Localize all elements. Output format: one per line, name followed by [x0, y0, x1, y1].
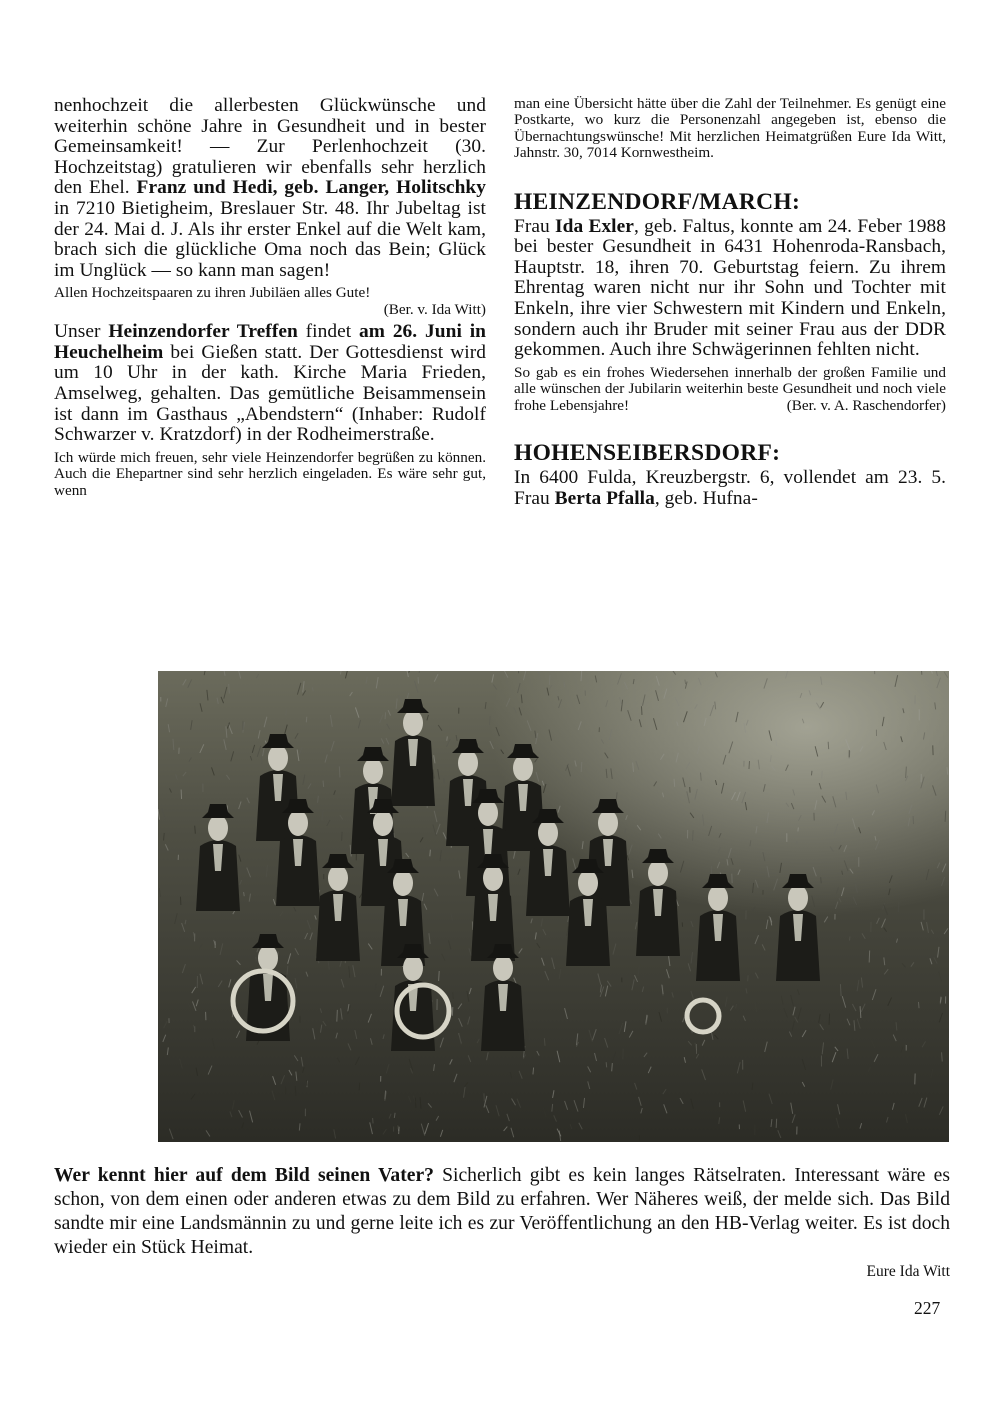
grass-blade [606, 1062, 607, 1067]
section-heading-heinzendorf: HEINZENDORF/MARCH: [514, 188, 801, 215]
grass-blade [544, 1038, 545, 1046]
person-face [393, 870, 413, 896]
person-face [403, 710, 423, 736]
grass-blade [256, 957, 257, 962]
grass-blade [549, 675, 550, 685]
person-face [788, 885, 808, 911]
grass-blade [942, 1052, 943, 1061]
section-heading-hohenseibersdorf: HOHENSEIBERSDORF: [514, 440, 781, 467]
grass-blade [581, 762, 582, 772]
left-paragraph-4: Ich würde mich freuen, sehr viele Heinzendorfer begrüßen zu können. Auch die Ehepartner sind sehr herzlich eingeladen. Es wäre sehr gut, wenn [54, 448, 486, 499]
person-face [328, 865, 348, 891]
person-face [403, 955, 423, 981]
person-face [483, 865, 503, 891]
grass-blade [701, 773, 702, 781]
grass-blade [383, 1118, 384, 1127]
grass-blade [286, 709, 287, 716]
left-credit-line [54, 302, 486, 318]
right-column [514, 96, 946, 509]
grass-blade [439, 971, 440, 981]
grass-blade [337, 1010, 338, 1022]
person-face [478, 800, 498, 826]
grass-blade [453, 992, 454, 999]
grass-blade [359, 1083, 360, 1091]
person-face [648, 860, 668, 886]
left-column [54, 96, 486, 499]
person-face [538, 820, 558, 846]
right-paragraph-4: In 6400 Fulda, Kreuzbergstr. 6, vollendet am 23. 5. Frau Berta Pfalla, geb. Hufna- [514, 467, 946, 509]
grass-blade [244, 892, 245, 896]
person-face [513, 755, 533, 781]
grass-blade [229, 684, 230, 693]
grass-blade [829, 1013, 830, 1024]
grass-blade [430, 850, 431, 857]
left-paragraph-3: Unser Heinzendorfer Treffen findet am 26. Juni in Heuchelheim bei Gießen statt. Der Gottesdienst wird um 10 Uhr in der kath. Kirche Maria Frieden, Amselweg, gehalten. Das gemütliche Beisammensein ist dann im Gasthaus „Abendstern“ (Inhaber: Rudolf Schwarzer v. Kratzdorf) in der Rodheimerstraße. [54, 321, 486, 446]
grass-blade [685, 680, 686, 684]
group-photo-illustration [158, 671, 949, 1142]
grass-blade [776, 740, 777, 746]
person-face [708, 885, 728, 911]
right-paragraph-2: Frau Ida Exler, geb. Faltus, konnte am 24. Feber 1988 bei bester Gesundheit in 6431 Hohenroda-Ransbach, Hauptstr. 18, ihren 70. Geburtstag feiern. Zu ihrem Ehrentag waren nicht nur ihr Sohn und Tochter mit Enkeln, ihre vier Schwestern mit Kindern und Enkeln, sondern auch ihr Bruder mit seiner Frau aus der DDR gekommen. Auch ihre Schwägerinnen fehlten nicht. [514, 215, 946, 361]
left-paragraph-1: nenhochzeit die allerbesten Glückwünsche und weiterhin schöne Jahre in Gesundheit und in bester Gemeinsamkeit! — Zur Perlenhochzeit (30. Hochzeitstag) gratulieren wir ebenfalls sehr herzlich den Ehel. Franz und Hedi, geb. Langer, Holitschky in 7210 Bietigheim, Breslauer Str. 48. Ihr Jubeltag ist der 24. Mai d. J. Als ihr erster Enkel auf die Welt kam, brach sich die glückliche Oma noch das Bein; Glück im Unglück — so kann man sagen! [54, 95, 486, 281]
left-paragraph-2: Allen Hochzeitspaaren zu ihren Jubiläen alles Gute! [54, 284, 371, 302]
grass-blade [898, 902, 899, 912]
right-paragraph-3: So gab es ein frohes Wiedersehen innerhalb der großen Familie und alle wünschen der Jubilarin weiterhin beste Gesundheit und noch viele frohe Lebensjahre! [514, 363, 946, 414]
person-face [258, 945, 278, 971]
grass-blade [533, 1068, 534, 1075]
grass-blade [299, 1123, 300, 1130]
grass-blade [195, 826, 196, 834]
group-photo [158, 671, 949, 1142]
person-face [598, 810, 618, 836]
grass-blade [906, 767, 907, 778]
credit-ida-witt: (Ber. v. Ida Witt) [383, 300, 486, 318]
right-paragraph-1: man eine Übersicht hätte über die Zahl der Teilnehmer. Es genügt eine Postkarte, wo kurz die Personenzahl angegeben ist, ebenso die Übernachtungswünsche! Mit herzlichen Heimatgrüßen Eure Ida Witt, Jahnstr. 30, 7014 Kornwestheim. [514, 95, 946, 162]
grass-blade [918, 1002, 919, 1008]
grass-blade [940, 997, 941, 1003]
person-face [363, 758, 383, 784]
credit-raschendorfer: (Ber. v. A. Raschendorfer) [786, 396, 946, 414]
person-face [373, 810, 393, 836]
grass-blade [489, 716, 490, 725]
grass-blade [945, 811, 946, 822]
photo-caption [54, 1164, 950, 1280]
grass-blade [447, 736, 448, 740]
grass-blade [612, 1063, 613, 1071]
caption-text: Wer kennt hier auf dem Bild seinen Vater? Sicherlich gibt es kein langes Rätselraten. Interessant wäre es schon, von dem einen oder anderen etwas zu dem Bild zu erfahren. Wer Näheres weiß, der melde sich. Das Bild sandte mir eine Landsmännin zu und gerne leite ich es zur Veröffentlichung an den HB-Verlag weiter. Es ist doch wieder ein Stück Heimat. [54, 1165, 950, 1258]
person-face [288, 810, 308, 836]
grass-blade [339, 766, 340, 777]
page-number: 227 [914, 1298, 941, 1318]
person-face [493, 955, 513, 981]
grass-blade [749, 761, 750, 769]
person-face [458, 750, 478, 776]
person-face [208, 815, 228, 841]
grass-blade [693, 830, 694, 841]
grass-blade [849, 936, 850, 940]
grass-blade [641, 706, 642, 715]
grass-blade [323, 781, 324, 787]
caption-signature: Eure Ida Witt [866, 1263, 950, 1280]
grass-blade [164, 833, 165, 841]
person-face [578, 870, 598, 896]
grass-blade [674, 779, 675, 787]
person-face [268, 745, 288, 771]
